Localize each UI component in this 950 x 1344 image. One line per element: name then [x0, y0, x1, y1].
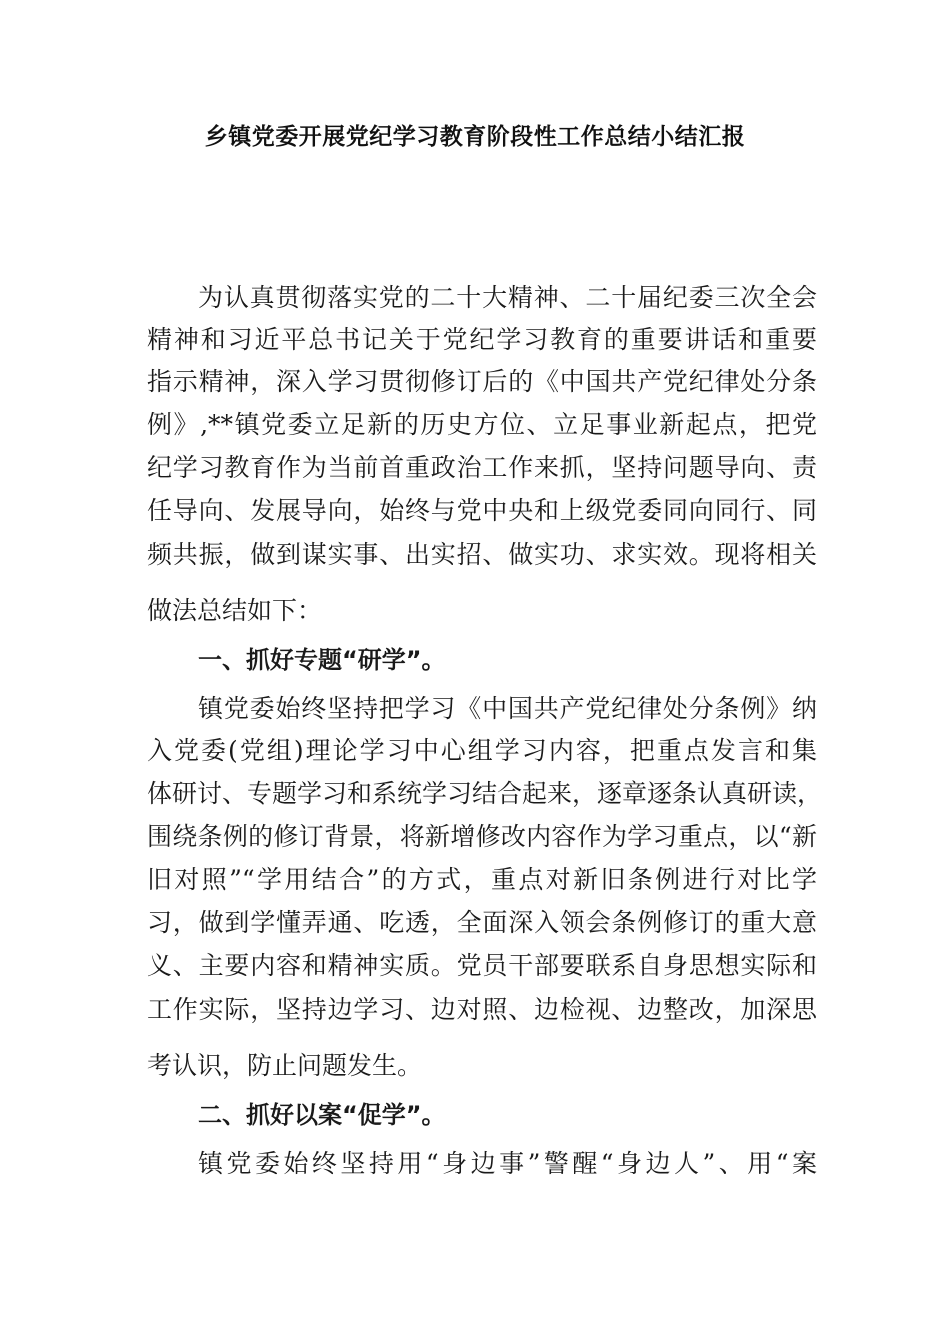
section-1-line-8: 工作实际，坚持边学习、边对照、边检视、边整改，加深思	[147, 995, 817, 1024]
section-1-line-3: 体研讨、专题学习和系统学习结合起来，逐章逐条认真研读，	[147, 779, 823, 808]
section-1-line-5: 旧对照”“学用结合”的方式，重点对新旧条例进行对比学	[147, 865, 817, 894]
section-1-line-9: 考认识，防止问题发生。	[147, 1051, 423, 1080]
section-1-line-7: 义、主要内容和精神实质。党员干部要联系自身思想实际和	[147, 951, 817, 980]
section-1-line-1: 镇党委始终坚持把学习《中国共产党纪律处分条例》纳	[198, 694, 817, 723]
intro-line-6: 任导向、发展导向，始终与党中央和上级党委同向同行、同	[147, 496, 817, 525]
section-1-heading: 一、抓好专题“研学”。	[198, 646, 446, 674]
intro-line-1: 为认真贯彻落实党的二十大精神、二十届纪委三次全会	[198, 283, 817, 312]
intro-line-4: 例》,**镇党委立足新的历史方位、立足事业新起点，把党	[147, 410, 817, 439]
intro-line-8: 做法总结如下：	[147, 596, 323, 625]
intro-line-5: 纪学习教育作为当前首重政治工作来抓，坚持问题导向、责	[147, 453, 817, 482]
document-title: 乡镇党委开展党纪学习教育阶段性工作总结小结汇报	[204, 124, 746, 150]
intro-line-7: 频共振，做到谋实事、出实招、做实功、求实效。现将相关	[147, 540, 817, 569]
section-2-line-1: 镇党委始终坚持用“身边事”警醒“身边人”、用“案	[198, 1149, 817, 1178]
section-1-line-2: 入党委(党组)理论学习中心组学习内容，把重点发言和集	[147, 736, 817, 765]
section-1-line-6: 习，做到学懂弄通、吃透，全面深入领会条例修订的重大意	[147, 908, 817, 937]
section-2-heading: 二、抓好以案“促学”。	[198, 1101, 446, 1129]
intro-line-3: 指示精神，深入学习贯彻修订后的《中国共产党纪律处分条	[147, 367, 817, 396]
section-1-line-4: 围绕条例的修订背景，将新增修改内容作为学习重点，以“新	[147, 822, 817, 851]
intro-line-2: 精神和习近平总书记关于党纪学习教育的重要讲话和重要	[147, 325, 817, 354]
